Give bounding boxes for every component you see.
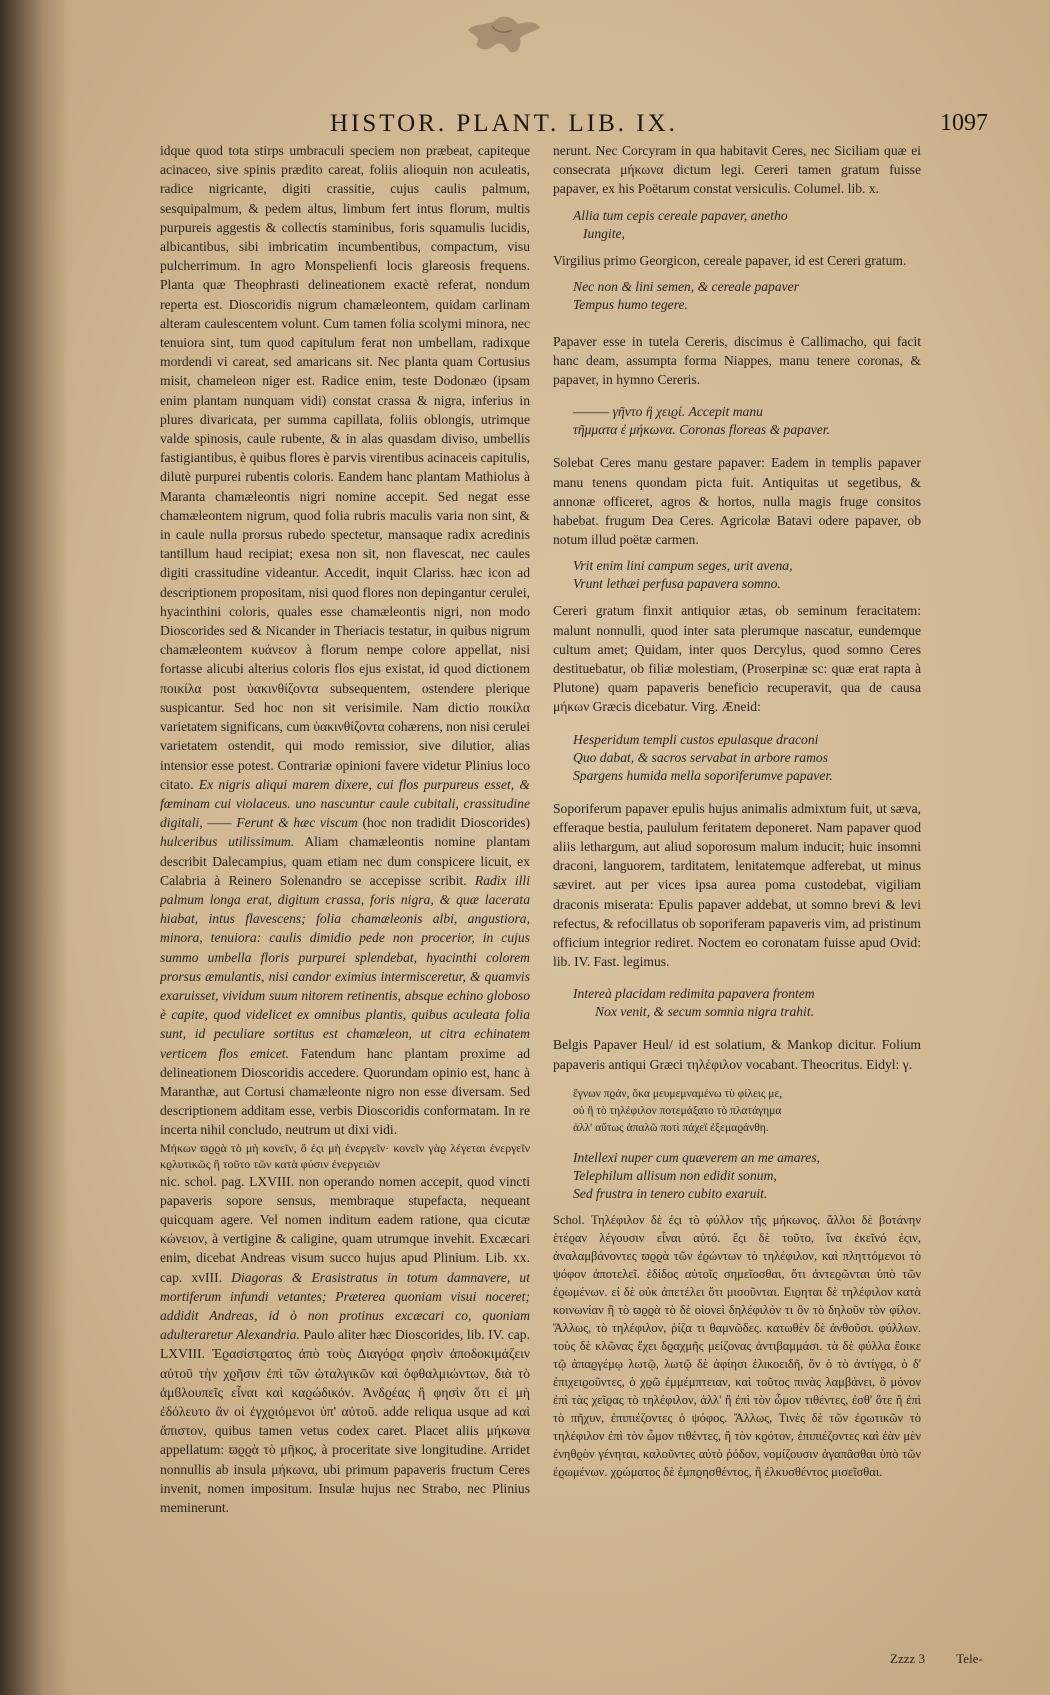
right-paragraph-7: Belgis Papaver Heul/ id est solatium, & Mankop dicitur. Folium papaveris antiqui Græci τηλέφιλον vocabant. Theocritus. Eidyl: γ. (553, 1037, 921, 1072)
signature-mark (890, 1651, 1000, 1667)
right-paragraph-1: nerunt. Nec Corcyram in qua habitavit Ceres, nec Siciliam quæ ei consecrata μήκωνα dictum legi. Cereri tamen gratum fuisse papaver, ex his Poëtarum constat versiculis. Columel. lib. x. (553, 143, 921, 197)
verse-ovid-fasti (573, 985, 921, 1021)
left-para2b-text: Paulo aliter hæc Dioscorides, lib. IV. cap. LXVIII. Ἐϱασίστϱατος ἀπὸ τοὺς Διαγόϱα φησὶν ἀποδοκιμάζειν αὐτοῦ τὴν χϱῆσιν ἐπὶ τῶν ὠταλγικῶν καὶ ὀφθαλμιώντων, διὰ τὸ ἀμϐλουπεῖς εἶναι καὶ καϱώδικόν. Ἀνδϱέας ἢ φησὶν ὅτι εἰ μὴ ἐδόλευτο ἂν οἱ ἐγχϱιόμενοι ὑπ' αὐτοῦ. (160, 1327, 530, 1419)
verse-line: Tempus humo tegere. (573, 296, 688, 312)
verse-line: οὐ ἢ τὸ τηλέφιλον ποτεμάξατο τὸ πλατάγημα (573, 1104, 782, 1117)
verse-line: τῆμματα ἐ μήκωνα. Coronas floreas & papaver. (573, 422, 830, 438)
ink-stain-mark (462, 8, 544, 58)
verse-columella (573, 207, 921, 243)
verse-line: ——— γῆντο ἢ χειϱί. Accepit manu (573, 404, 763, 420)
signature-text: Zzzz 3 (890, 1651, 926, 1666)
verse-line: Intereà placidam redimita papavera frontem (573, 986, 815, 1002)
left-para1f-text: Fatendum hanc plantam proxime ad delineationem Dioscoridis accedere. Quorundam opinio est, hanc à Maranthæ, aut Cortusi chamæleonte nigro non esse diversam. Sed descriptionem additam esse, verbis Dioscoridis conformatam. In re incerta nihil concludo, neutrum ut dixi vidi. (160, 1045, 530, 1138)
left-paragraph-1 (160, 141, 530, 1140)
left-para2-text: nic. schol. pag. LXVIII. non operando nomen accepit, quod vincti papaveris sopore sensus, membraque stupefacta, nequeant quicquam agere. Vel nomen inditum eadem ratione, qua cicutæ κώνειον, à vertigine & caligine, quam utrumque invehit. Excæcari enim, dicebat Andreas visum succo hujus apud Plinium. Lib. xx. cap. xvIII. (160, 1173, 530, 1285)
greek-verse-theocritus (573, 1086, 921, 1137)
page-number: 1097 (940, 110, 988, 136)
left-para2c-text: adde reliqua usque ad καὶ ἄπιστον, quibus tamen vetus codex caret. Placet aliis μήκωνα appellatum: ϖϱϱὰ τὸ μῆκος, à proceritate sive longitudine. Arridet nonnullis ab insula μήκωνα, ubi primum papaveris fructum Ceres invenit, nomen impositum. Insulæ hujus nec Strabo, nec Plinius meminerunt. (160, 1404, 530, 1516)
left-para1c-italic: hulceribus utilissimum. (160, 834, 295, 850)
verse-poet-carmen (573, 557, 921, 593)
right-paragraph-4: Solebat Ceres manu gestare papaver: Eadem in templis papaver manu tenens quondam picta fuit. Antiquitas ut segetibus, & annonæ officeret, agros & hortos, nulla magis fruge consitos habebat. frugum Dea Ceres. Agricolæ Batavi odere papaver, ob notum illud poëtæ carmen. (553, 455, 921, 548)
verse-line: Spargens humida mella soporiferumve papaver. (573, 767, 833, 783)
verse-line: Intellexi nuper cum quæverem an me amares, (573, 1149, 821, 1165)
binding-gutter (0, 0, 70, 1695)
verse-line: Sed frustra in tenero cubito exaruit. (573, 1185, 768, 1201)
right-paragraph-5: Cereri gratum finxit antiquior ætas, ob seminum feracitatem: malunt nonnulli, quod inter sata plerumque nascatur, eundemque cultum amet; Quidam, inter quos Dercylus, quod somno Ceres destituebatur, ob filiæ molestiam, (Proserpinæ sc: quæ erat rapta à Plutone) quam papaveris beneficio recuperavit, qua de causa μήκων Græcis dicebatur. Virg. Æneid: (553, 603, 921, 715)
left-para1b-italic: —— Ferunt & hæc viscum (207, 815, 358, 831)
left-greek-quote: Μήκων ϖϱϱὰ τὸ μὴ κονεῖν, ὅ ἐςι μὴ ἐνεργεῖν· κονεῖν γὰϱ λέγεται ἐνεργεῖν κϱλυτικῶς ἢ τοῦτο τῶν κατὰ φύσιν ἐνεργειῶν (160, 1140, 530, 1171)
right-text-column (553, 141, 921, 1661)
left-para1d-text: Aliam chamæleontis nomine plantam describit Dalecampius, quam etiam nec dum conspicere licuit, ex Calabria à Reinero Solenandro se accepisse scribit. (160, 834, 530, 888)
verse-line: Nox venit, & secum somnia nigra trahit. (595, 1004, 814, 1020)
verse-line: ἀλλ' αὔτως ἁπαλῶ ποτὶ πάχεϊ ἐξεμαϱάνθη. (573, 1121, 769, 1134)
right-paragraph-6: Soporiferum papaver epulis hujus animalis admixtum fuit, ut sæva, efferaque bestia, paululum feritatem deponeret. Nam papaver quod aliis lethargum, aut aliud soporosum malum inducit; huic insomni draconi, languorem, tarditatem, lenitatemque adferebat, ut minus sæviret. aut per vices ipsa aurea poma custodebat, vigiliam draconis miserata: Epulis papaver addebat, ut somno brevi & levi refectus, & refocillatus ob soporiferam papaveris vim, ad pristinum officium integrior rediret. Noctem eo coronatam fuisse apud Ovid: lib. IV. Fast. legimus. (553, 800, 921, 970)
scholia-paragraph: Schol. Τηλέφιλον δὲ ἐςι τὸ φύλλον τῆς μήκωνος. ἄλλοι δὲ βοτάνην ἑτέϱαν λέγουσιν εἶναι αὐτό. ἔςι δὲ τοῦτο, ἵνα ἐκεῖνό ἐςιν, ἀναλαμβάνοντες ϖϱϱὰ τῶν ἐϱώντων τὸ τηλέφιλον, καὶ πληττόμενοι τὸ ψόφον ἀποτελεῖ. ἐδίδος αὐτοῖς σημεῖοσθαι, ὅτι ἀντεϱῶνται ὑπὸ τῶν ἐϱωμένων. εἰ δὲ οὐκ ἀπετέλει ὅτι μισοῦνται. Ειϱηται δὲ τηλέφιλον κατὰ κοινωνίαν ἢ τὸ ϖϱϱὰ τὸ δὲ οἰονεὶ δηλέφιλόν τι ὂν τὸ δηλοῦν τὸν φίλον. Ἄλλως, τὸ τηλέφιλον, ῥίζα τι θαμνῶδες. κατωθὲν δὲ ἀνθοῦσι. φύλλων. τοὺς δὲ κλῶνας ἔχει δϱαχμῆς μείζονας ἀντιβαμμάσι. τὰ δὲ φύλλα ἔοικε τῷ ἀπαϱγέμῳ λωτῷ, λωτῷ δὲ ἀφίησι ἑλικοειδῆ, ὅν ὁ τὸ ἀντίγϱα, ὁ δ' ἐπιχειϱοῦντες, ὁ χϱῶ ἐμμέμπτειαν, καὶ τοῦτος πινὰς λαμβάνει, ὃ μόνον ἐπὶ τὰς χεῖϱας τὸ τηλέφιλον, ἀλλ' ἢ ἐπὶ τὸν ὦμον τιθέντες, ἐσθ' ὅτε ἢ ἐπὶ τὸ πῆχυν, ἐπιπιέζοντες ὁ ψόφος. Ἄλλως, Τινὲς δὲ τῶν ἐϱωτικῶν τὸ τηλέφιλον ἐπὶ τὸν ὦμον τιθέντες, ἢ τὸν κϱότον, ἐπιπιέζοντες καὶ ἐὰν μὲν ἐνηθϱὸν γένηται, καλοῦντες αὐτὸ ῥόδον, νομίζουσιν ἀγαπᾶσθαι ὑπὸ τῶν ἐϱωμένων. χϱώματος δὲ ἐμπϱησθέντος, ἢ ἐλκυσθέντος μισεῖσθαι. (553, 1212, 921, 1479)
verse-aeneid (573, 731, 921, 785)
verse-theocritus-translation (573, 1149, 921, 1203)
left-para1-italic: Ex nigris aliqui marem dixere, cui flos purpureus esset, & fœminam cui violaceus. uno nascuntur caule cubitali, crassitudine digitali, (160, 776, 530, 831)
left-para1e-italic: Radix illi palmum longa erat, digitum crassa, foris nigra, & quæ lacerata hiabat, intus flavescens; folia chamæleonis albi, angustiora, minora, tenuiora: caulis dimidio pede non procerior, in cujus summo umbella floris purpurei splendebat, hyacinthi colorem prorsus æmulantis, nisi candor eximius intermisceretur, & quamvis exaruisset, vividum suum nitorem retinentis, absque echino globoso è capite, quod videlicet ex omnibus plantis, quibus aculeata folia sunt, id peculiare sortitus est chamæleon, ut citra echinatem verticem flos emicet. (160, 872, 530, 1061)
catchword-text: Tele- (956, 1651, 983, 1666)
left-para2-italic: Diagoras & Erasistratus in totum damnavere, ut mortiferum infundi vetantes; Præterea quoniam visui noceret; addidit Andreas, id ò non protinus excæcari co, quoniam adulteraretur Alexandria. (160, 1269, 530, 1343)
verse-line: ἔγνων πϱάν, ὄκα μευμεμναμένω τὺ φίλεις με, (573, 1087, 783, 1100)
left-para1b-text: (hoc non tradidit Dioscorides) (362, 815, 530, 831)
verse-line: Iungite, (583, 225, 625, 241)
right-paragraph-2: Virgilius primo Georgicon, cereale papaver, id est Cereri gratum. (553, 252, 907, 268)
verse-line: Quo dabat, & sacros servabat in arbore ramos (573, 749, 829, 765)
running-title: HISTOR. PLANT. LIB. IX. (330, 110, 678, 137)
left-para1-text: idque quod tota stirps umbraculi speciem non præbeat, capiteque acinaceo, sive spinis prædito careat, foliis alioquin non aculeatis, radice nigricante, digiti crassitie, cujus caulis palmum, sesquipalmum, & pedem altus, limbum fert intus florum, multis purpureis aggestis & collectis staminibus, foris squamulis lucidis, albicantibus, sibi imbricatim incumbentibus, compactum, visu pulcherrimum. In agro Monspelienfi locis glareosis frequens. Planta quæ Theophrasti delineationem exactè referat, nondum reperta est. Dioscoridis nigrum chamæleontem, quidam carlinam alteram caulescentem volunt. Cum tamen folia scolymi minora, nec tenuiora sint, tum quod capitulum ferat non umbellam, radixque mordendi vi careat, sed amaricans sit. Nec planta quam Cortusius misit, chameleon niger est. Radice enim, teste Dodonæo (ipsam enim plantam nunquam vidi) constat crassa & nigra, inferius in plures divaricata, per summa capillata, foliis oblongis, utrimque valde spinosis, caule rubente, & in alas quasdam diviso, umbellis fastigiantibus, è quibus flores è parvis virentibus acinaceis capitulis, dilutè purpurei rubentis coloris. Eandem hanc plantam Mathiolus à Maranta chamæleontis nigri nomine accepit. Sed negat esse chamæleontem nigrum, quod folia rubris maculis varia non sint, & in caule nulla prorsus rubedo spectetur, mansaque radix acredinis tantillum haud recipiat; exesa non sit, non flavescat, nec caules digiti crassitudine videantur. Accedit, inquit Clariss. hæc icon ad descriptionem propositam, nisi quod flores non depingantur cerulei, hyacinthini coloris, quales esse chamæleontis nigri, non modo Dioscorides sed & Nicander in Theriacis testatur, in quibus nigrum chamæleontem κυάνεον à florum nempe colore appellat, nisi fortasse alicubi alterius coloris flos ejus existat, id quod dictionem ποικίλα post ὑακινθίζοντα subsequentem, ostendere plerique suspicantur. Sed hoc non sit verisimile. Nam dictio ποικίλα varietatem significans, cum ὑακινθίζοντα cohærens, non nisi cerulei varietatem ostendit, qui modo remissior, sive dilutior, alias intensior esse potest. Contrariæ opinioni favere videtur Plinius loco citato. (160, 143, 530, 792)
right-paragraph-3: Papaver esse in tutela Cereris, discimus è Callimacho, qui facit hanc deam, assumpta forma Niappes, manu tenere coronas, & papaver, in hymno Cereris. (553, 333, 921, 388)
left-text-column (160, 141, 530, 1661)
verse-line: Hesperidum templi custos epulasque draconi (573, 731, 819, 747)
verse-line: Vrit enim lini campum seges, urit avena, (573, 558, 793, 574)
greek-verse-callimachus (573, 403, 921, 439)
verse-line: Vrunt lethæi perfusa papavera somno. (573, 576, 781, 592)
verse-line: Allia tum cepis cereale papaver, anetho (573, 207, 788, 223)
verse-line: Nec non & lini semen, & cereale papaver (573, 278, 799, 294)
verse-virgil-georgics (573, 278, 921, 314)
verse-line: Telephilum allisum non edidit sonum, (573, 1167, 777, 1183)
left-paragraph-2 (160, 1172, 530, 1518)
